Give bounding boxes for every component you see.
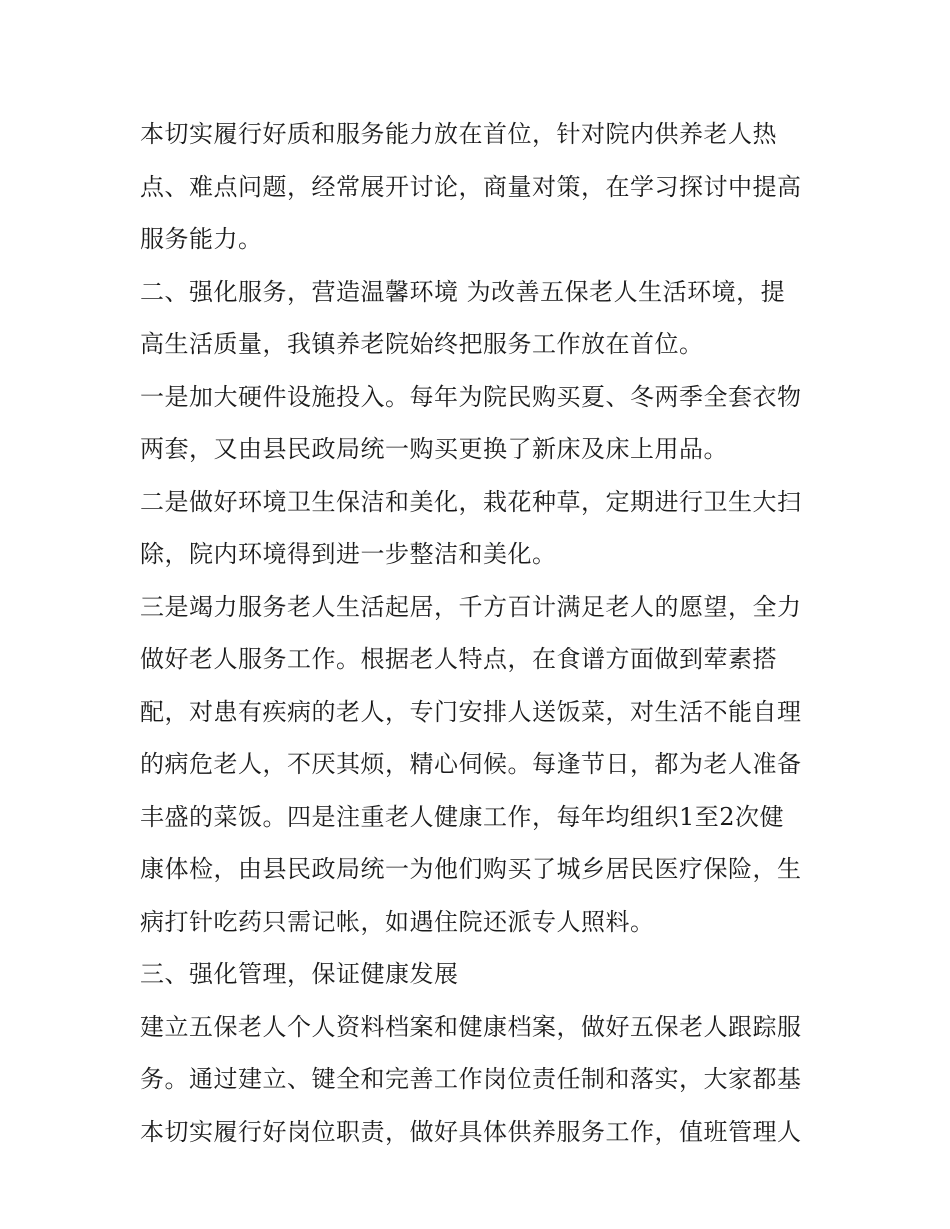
text-line: 服务能力。 — [140, 225, 263, 253]
section-heading: 三、强化管理，保证健康发展 — [140, 960, 459, 988]
text-line: 二是做好环境卫生保洁和美化，栽花种草，定期进行卫生大扫 — [140, 487, 802, 516]
text-line: 点、难点问题，经常展开讨论，商量对策，在学习探讨中提高 — [140, 172, 802, 201]
text-line: 丰盛的菜饭。四是注重老人健康工作，每年均组织1至2次健 — [140, 802, 785, 831]
text-line: 配，对患有疾病的老人，专门安排人送饭菜，对生活不能自理 — [140, 697, 802, 726]
section-heading-line: 二、强化服务，营造温馨环境 为改善五保老人生活环境，提 — [140, 277, 786, 306]
text-line: 的病危老人，不厌其烦，精心伺候。每逢节日，都为老人准备 — [140, 750, 802, 778]
text-line: 病打针吃药只需记帐，如遇住院还派专人照料。 — [140, 907, 655, 936]
text-line: 两套，又由县民政局统一购买更换了新床及床上用品。 — [140, 435, 728, 463]
text-line: 本切实履行好岗位职责，做好具体供养服务工作，值班管理人 — [140, 1117, 802, 1146]
text-line: 三是竭力服务老人生活起居，千方百计满足老人的愿望，全力 — [140, 592, 802, 621]
text-line: 康体检，由县民政局统一为他们购买了城乡居民医疗保险，生 — [140, 855, 802, 883]
text-line: 高生活质量，我镇养老院始终把服务工作放在首位。 — [140, 330, 704, 358]
text-line: 务。通过建立、键全和完善工作岗位责任制和落实，大家都基 — [140, 1065, 802, 1093]
text-line: 除，院内环境得到进一步整洁和美化。 — [140, 540, 557, 568]
text-line: 建立五保老人个人资料档案和健康档案，做好五保老人跟踪服 — [140, 1012, 802, 1041]
text-line: 一是加大硬件设施投入。每年为院民购买夏、冬两季全套衣物 — [140, 382, 802, 411]
text-line: 本切实履行好质和服务能力放在首位，针对院内供养老人热 — [140, 120, 777, 148]
text-line: 做好老人服务工作。根据老人特点，在食谱方面做到荤素搭 — [140, 645, 777, 673]
document-body — [140, 108, 820, 1158]
